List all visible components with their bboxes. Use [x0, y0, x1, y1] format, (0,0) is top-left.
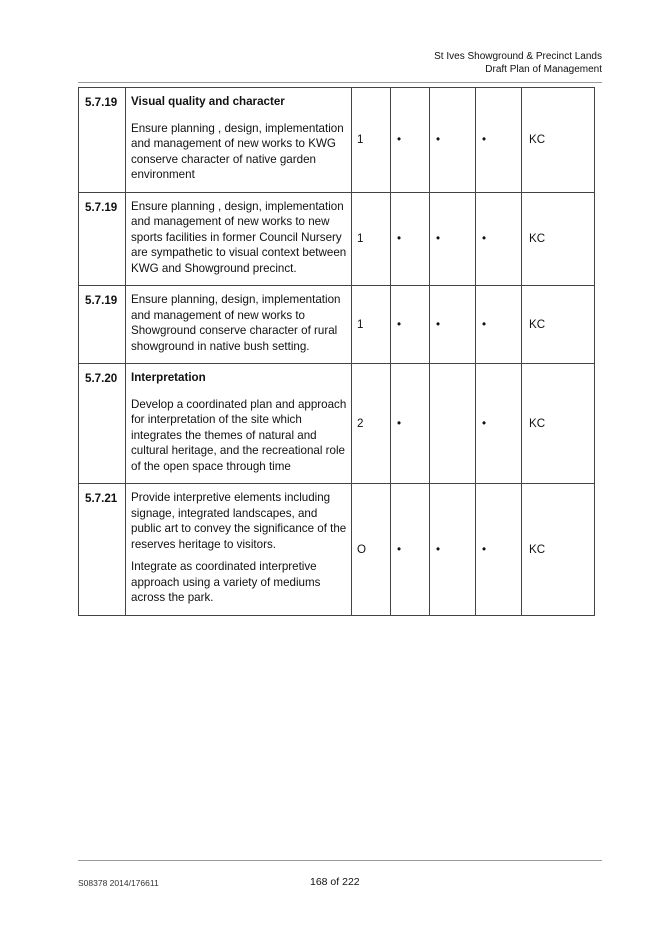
document-reference: S08378 2014/176611 — [78, 878, 159, 888]
action-text: Ensure planning , design, implementation and management of new works to new sports facilities in former Council Nursery are sympathetic to visual context between KWG and Showground precinct. — [131, 199, 347, 275]
timing-mark: • — [430, 286, 476, 364]
timing-mark: • — [476, 88, 522, 193]
timing-mark: • — [391, 192, 430, 286]
timing-mark: • — [430, 88, 476, 193]
timing-mark — [430, 364, 476, 484]
timing-mark: • — [391, 364, 430, 484]
header-title: St Ives Showground & Precinct Lands — [434, 51, 602, 62]
timing-mark: • — [391, 484, 430, 616]
action-description — [126, 364, 352, 484]
document-header — [434, 50, 602, 76]
action-reference: 5.7.19 — [79, 88, 126, 193]
timing-mark: • — [476, 364, 522, 484]
footer-divider — [78, 860, 602, 861]
table-row — [79, 88, 595, 193]
timing-mark: • — [476, 286, 522, 364]
action-table — [78, 87, 595, 616]
priority-cell: 1 — [352, 88, 391, 193]
header-divider — [78, 82, 602, 83]
priority-cell: 1 — [352, 286, 391, 364]
timing-mark: • — [430, 192, 476, 286]
table-row — [79, 192, 595, 286]
action-text: Integrate as coordinated interpretive approach using a variety of mediums across the park. — [131, 560, 321, 604]
action-text: Provide interpretive elements including signage, integrated landscapes, and public art to convey the significance of the reserves heritage to visitors. — [131, 491, 347, 551]
action-description — [126, 88, 352, 193]
responsibility-cell: KC — [522, 484, 595, 616]
action-description — [126, 192, 352, 286]
table-row — [79, 286, 595, 364]
priority-cell: 1 — [352, 192, 391, 286]
action-table-body — [79, 88, 595, 616]
action-reference: 5.7.21 — [79, 484, 126, 616]
priority-cell: O — [352, 484, 391, 616]
responsibility-cell: KC — [522, 88, 595, 193]
header-subtitle: Draft Plan of Management — [485, 64, 602, 75]
timing-mark: • — [391, 286, 430, 364]
page-number: 168 of 222 — [310, 876, 360, 888]
action-text: Ensure planning , design, implementation and management of new works to KWG conserve character of native garden environment — [131, 121, 344, 181]
timing-mark: • — [391, 88, 430, 193]
timing-mark: • — [476, 192, 522, 286]
action-text: Develop a coordinated plan and approach for interpretation of the site which integrates the themes of natural and cultural heritage, and the recreational role of the open space through time — [131, 397, 347, 473]
timing-mark: • — [476, 484, 522, 616]
action-heading: Interpretation — [131, 371, 206, 384]
responsibility-cell: KC — [522, 286, 595, 364]
action-reference: 5.7.19 — [79, 192, 126, 286]
action-text: Ensure planning, design, implementation and management of new works to Showground conserve character of rural showground in native bush setting. — [131, 293, 341, 353]
action-reference: 5.7.19 — [79, 286, 126, 364]
timing-mark: • — [430, 484, 476, 616]
table-row — [79, 364, 595, 484]
action-description — [126, 484, 352, 616]
responsibility-cell: KC — [522, 364, 595, 484]
action-description — [126, 286, 352, 364]
action-reference: 5.7.20 — [79, 364, 126, 484]
table-row — [79, 484, 595, 616]
responsibility-cell: KC — [522, 192, 595, 286]
action-heading: Visual quality and character — [131, 95, 285, 108]
priority-cell: 2 — [352, 364, 391, 484]
